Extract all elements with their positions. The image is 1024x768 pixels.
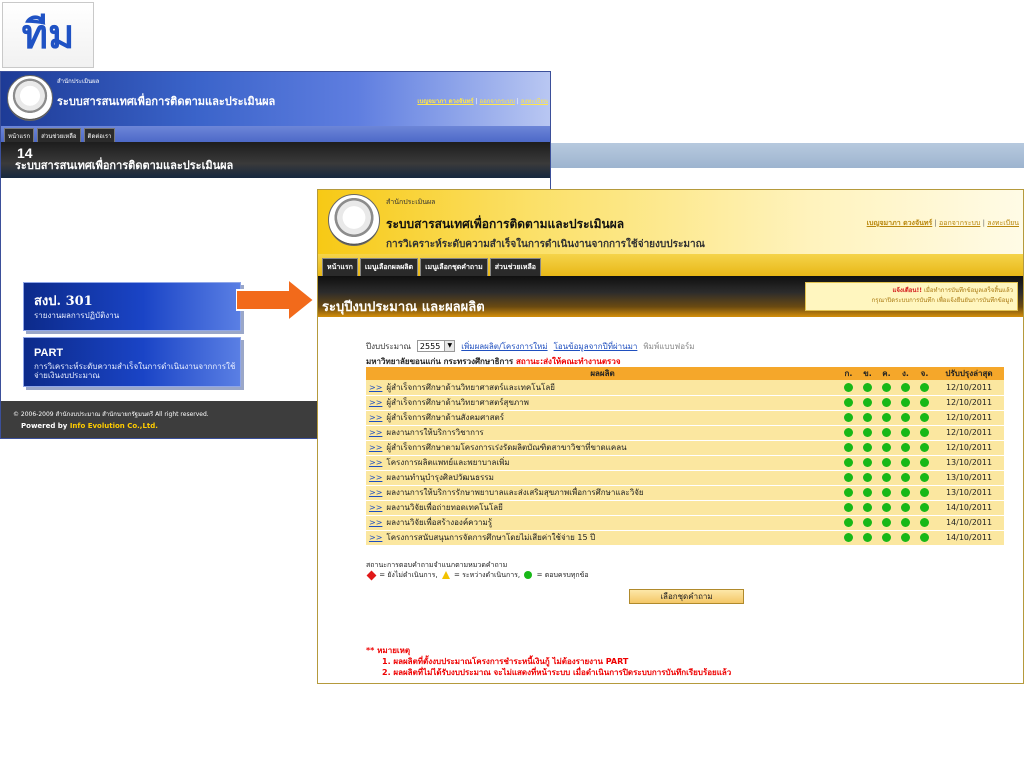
- tab-contact[interactable]: ติดต่อเรา: [84, 128, 116, 142]
- card-subtitle: การวิเคราะห์ระดับความสำเร็จในการดำเนินงานจากการใช้จ่ายเงินงบประมาณ: [34, 362, 236, 380]
- complete-status-icon: [863, 443, 872, 452]
- status-cell: [858, 455, 877, 470]
- complete-status-icon: [920, 383, 929, 392]
- alert-warning-label: แจ้งเตือน!!: [892, 287, 922, 294]
- column-header-ko: ก.: [839, 367, 858, 380]
- government-seal-logo: [7, 75, 53, 121]
- status-cell: [896, 500, 915, 515]
- status-cell: [915, 515, 934, 530]
- complete-status-icon: [863, 458, 872, 467]
- updated-date: 13/10/2011: [934, 485, 1004, 500]
- tab-help[interactable]: ส่วนช่วยเหลือ: [490, 258, 541, 276]
- table-row[interactable]: [366, 425, 1004, 440]
- status-cell: [877, 410, 896, 425]
- status-cell: [896, 410, 915, 425]
- status-cell: [896, 515, 915, 530]
- status-cell: [839, 530, 858, 545]
- header: [318, 190, 1023, 254]
- status-cell: [839, 425, 858, 440]
- table-body: [366, 380, 1004, 545]
- copyright-text: © 2006-2009 สำนักงบประมาณ สำนักนายกรัฐมนตรี All right reserved.: [13, 411, 209, 418]
- legend-items: [366, 570, 589, 580]
- status-cell: [896, 530, 915, 545]
- status-cell: [877, 485, 896, 500]
- status-cell: [839, 485, 858, 500]
- table-row[interactable]: [366, 515, 1004, 530]
- complete-status-icon: [882, 533, 891, 542]
- table-row[interactable]: [366, 395, 1004, 410]
- status-cell: [858, 515, 877, 530]
- status-cell: [896, 380, 915, 395]
- complete-status-icon: [882, 518, 891, 527]
- status-cell: [915, 485, 934, 500]
- fiscal-year-value: 2555: [419, 341, 441, 351]
- updated-date: 13/10/2011: [934, 455, 1004, 470]
- status-cell: [896, 485, 915, 500]
- card-subtitle: รายงานผลการปฏิบัติงาน: [34, 311, 120, 320]
- output-name: ผู้สำเร็จการศึกษาด้านวิทยาศาสตร์และเทคโนโลยี: [386, 382, 555, 392]
- open-output-link[interactable]: >>: [369, 503, 383, 512]
- complete-status-icon: [882, 398, 891, 407]
- slide-title-box: [2, 2, 94, 68]
- output-name-cell: [366, 515, 839, 530]
- remark-item: 1. ผลผลิตที่ตั้งงบประมาณโครงการชำระหนี้เงินกู้ ไม่ต้องรายงาน PART: [382, 657, 629, 666]
- status-cell: [877, 515, 896, 530]
- complete-status-icon: [844, 428, 853, 437]
- card-title: สงป. 301: [34, 294, 93, 309]
- open-output-link[interactable]: >>: [369, 533, 383, 542]
- open-output-link[interactable]: >>: [369, 488, 383, 497]
- table-row[interactable]: [366, 530, 1004, 545]
- complete-status-icon: [844, 488, 853, 497]
- output-name: ผู้สำเร็จการศึกษาด้านสังคมศาสตร์: [386, 413, 505, 422]
- column-header-cho: จ.: [915, 367, 934, 380]
- status-cell: [858, 500, 877, 515]
- remark-item: 2. ผลผลิตที่ไม่ได้รับงบประมาณ จะไม่แสดงที่หน้าระบบ เมื่อดำเนินการปิดระบบการบันทึกเรียบร้อยแล้ว: [382, 668, 732, 677]
- open-output-link[interactable]: >>: [369, 413, 383, 422]
- tab-home[interactable]: หน้าแรก: [4, 128, 34, 142]
- complete-status-icon: [901, 458, 910, 467]
- add-output-link[interactable]: เพิ่มผลผลิต/โครงการใหม่: [461, 341, 548, 351]
- status-cell: [896, 395, 915, 410]
- output-name-cell: [366, 380, 839, 395]
- menu-card-part[interactable]: [23, 337, 241, 387]
- open-output-link[interactable]: >>: [369, 443, 383, 452]
- page-number: 14: [17, 145, 33, 161]
- table-row[interactable]: [366, 380, 1004, 395]
- legend-title: สถานะการตอบคำถามจำแนกตามหมวดคำถาม: [366, 561, 508, 569]
- complete-status-icon: [863, 428, 872, 437]
- government-seal-logo: [328, 194, 380, 246]
- powered-by-company: Info Evolution Co.,Ltd.: [69, 422, 158, 430]
- slide-accent-band: [550, 143, 1024, 168]
- status-cell: [896, 470, 915, 485]
- output-name-cell: [366, 455, 839, 470]
- nav-bar: [1, 126, 550, 142]
- output-name: ผลงานการให้บริการวิชาการ: [386, 428, 484, 437]
- print-form-link[interactable]: พิมพ์แบบฟอร์ม: [643, 341, 695, 351]
- output-name: โครงการสนับสนุนการจัดการศึกษาโดยไม่เสียค่าใช้จ่าย 15 ปี: [386, 533, 596, 542]
- status-cell: [839, 395, 858, 410]
- column-header-output: ผลผลิต: [366, 367, 839, 380]
- band-title: ระบบสารสนเทศเพื่อการติดตามและประเมินผล: [15, 159, 234, 172]
- fiscal-year-select[interactable]: [417, 340, 455, 352]
- unit-name: มหาวิทยาลัยขอนแก่น กระทรวงศึกษาธิการ: [366, 357, 514, 366]
- status-cell: [915, 395, 934, 410]
- updated-date: 14/10/2011: [934, 530, 1004, 545]
- tab-help[interactable]: ส่วนช่วยเหลือ: [37, 128, 80, 142]
- complete-status-icon: [863, 473, 872, 482]
- system-title: ระบบสารสนเทศเพื่อการติดตามและประเมินผล: [57, 95, 276, 108]
- complete-status-icon: [863, 398, 872, 407]
- output-name-cell: [366, 500, 839, 515]
- tab-select-question-set[interactable]: เมนูเลือกชุดคำถาม: [420, 258, 488, 276]
- unit-status: สถานะ:ส่งให้คณะทำงานตรวจ: [515, 357, 621, 366]
- transfer-data-link[interactable]: โอนข้อมูลจากปีที่ผ่านมา: [553, 341, 638, 351]
- output-name: ผลงานวิจัยเพื่อสร้างองค์ความรู้: [386, 518, 493, 527]
- updated-date: 13/10/2011: [934, 470, 1004, 485]
- status-cell: [839, 470, 858, 485]
- status-cell: [839, 500, 858, 515]
- updated-date: 12/10/2011: [934, 440, 1004, 455]
- logout-link[interactable]: ออกจากระบบ: [939, 219, 981, 227]
- complete-status-icon: [863, 533, 872, 542]
- powered-by-label: Powered by: [21, 422, 68, 430]
- column-header-ngo: ง.: [896, 367, 915, 380]
- status-cell: [858, 395, 877, 410]
- complete-status-icon: [920, 473, 929, 482]
- complete-status-icon: [863, 488, 872, 497]
- status-cell: [896, 425, 915, 440]
- complete-status-icon: [901, 473, 910, 482]
- org-name: สำนักประเมินผล: [57, 78, 100, 85]
- title-band: [1, 142, 550, 178]
- column-header-updated: ปรับปรุงล่าสุด: [934, 367, 1004, 380]
- complete-status-icon: [844, 383, 853, 392]
- output-table: [366, 367, 1004, 546]
- user-links: เบญจมาภา ดวงจันทร์ | ออกจากระบบ | ลงทะเบียน: [866, 219, 1019, 227]
- complete-status-icon: [882, 488, 891, 497]
- updated-date: 14/10/2011: [934, 515, 1004, 530]
- status-cell: [858, 380, 877, 395]
- fiscal-year-page-screenshot: [317, 189, 1024, 684]
- header: [1, 72, 550, 126]
- column-header-kho-khwai: ค.: [877, 367, 896, 380]
- register-link[interactable]: ลงทะเบียน: [520, 98, 548, 105]
- complete-status-icon: [844, 443, 853, 452]
- status-cell: [877, 530, 896, 545]
- slide-title: ทีม: [21, 12, 75, 58]
- powered-by: [21, 422, 158, 430]
- open-output-link[interactable]: >>: [369, 382, 383, 392]
- complete-status-icon: [882, 383, 891, 392]
- output-name: ผลงานการให้บริการรักษาพยาบาลและส่งเสริมสุขภาพเพื่อการศึกษาและวิจัย: [386, 488, 644, 497]
- table-row[interactable]: [366, 410, 1004, 425]
- complete-status-icon: [863, 413, 872, 422]
- in-progress-triangle-icon: [442, 571, 450, 579]
- alert-box: [805, 282, 1018, 311]
- status-cell: [877, 395, 896, 410]
- output-name: ผู้สำเร็จการศึกษาด้านวิทยาศาสตร์สุขภาพ: [386, 398, 529, 407]
- complete-status-icon: [844, 473, 853, 482]
- complete-status-icon: [844, 458, 853, 467]
- output-name: ผู้สำเร็จการศึกษาตามโครงการเร่งรัดผลิตบัณฑิตสาขาวิชาที่ขาดแคลน: [386, 443, 627, 452]
- status-cell: [858, 470, 877, 485]
- complete-status-icon: [920, 488, 929, 497]
- org-name: สำนักประเมินผล: [386, 198, 436, 206]
- complete-status-icon: [920, 398, 929, 407]
- complete-status-icon: [882, 458, 891, 467]
- complete-status-icon: [901, 503, 910, 512]
- remark-title: ** หมายเหตุ: [366, 646, 411, 655]
- output-name: โครงการผลิตแพทย์และพยาบาลเพิ่ม: [386, 458, 510, 467]
- title-band: [318, 276, 1023, 317]
- user-links: เบญจมาภา ดวงจันทร์ | ออกจากระบบ | ลงทะเบียน: [417, 98, 548, 105]
- complete-status-icon: [901, 533, 910, 542]
- open-output-link[interactable]: >>: [369, 428, 383, 437]
- logout-link[interactable]: ออกจากระบบ: [479, 98, 515, 105]
- status-cell: [896, 440, 915, 455]
- complete-status-icon: [882, 473, 891, 482]
- complete-status-icon: [920, 413, 929, 422]
- status-cell: [858, 440, 877, 455]
- output-name: ผลงานทำนุบำรุงศิลปวัฒนธรรม: [386, 473, 494, 482]
- legend-in-progress: = ระหว่างดำเนินการ,: [454, 571, 521, 579]
- status-cell: [858, 485, 877, 500]
- output-name-cell: [366, 485, 839, 500]
- status-cell: [915, 440, 934, 455]
- complete-status-icon: [901, 488, 910, 497]
- user-link[interactable]: เบญจมาภา ดวงจันทร์: [417, 98, 474, 105]
- complete-status-icon: [882, 443, 891, 452]
- complete-status-icon: [901, 518, 910, 527]
- complete-status-icon: [920, 503, 929, 512]
- updated-date: 12/10/2011: [934, 380, 1004, 395]
- table-header-row: [366, 367, 1004, 380]
- column-header-kho: ข.: [858, 367, 877, 380]
- updated-date: 12/10/2011: [934, 395, 1004, 410]
- status-legend: [366, 560, 589, 580]
- table-row[interactable]: [366, 470, 1004, 485]
- system-subtitle: การวิเคราะห์ระดับความสำเร็จในการดำเนินงานจากการใช้จ่ายงบประมาณ: [386, 239, 705, 250]
- open-output-link[interactable]: >>: [369, 458, 383, 467]
- complete-status-icon: [920, 518, 929, 527]
- status-cell: [915, 425, 934, 440]
- complete-status-icon: [901, 443, 910, 452]
- status-cell: [877, 425, 896, 440]
- complete-status-icon: [844, 533, 853, 542]
- status-cell: [896, 455, 915, 470]
- filter-row: [366, 339, 695, 353]
- complete-status-icon: [882, 428, 891, 437]
- open-output-link[interactable]: >>: [369, 518, 383, 527]
- register-link[interactable]: ลงทะเบียน: [987, 219, 1019, 227]
- updated-date: 12/10/2011: [934, 425, 1004, 440]
- table-row[interactable]: [366, 440, 1004, 455]
- status-cell: [858, 425, 877, 440]
- complete-status-icon: [901, 383, 910, 392]
- status-cell: [839, 440, 858, 455]
- chevron-down-icon[interactable]: ▼: [444, 341, 454, 351]
- status-cell: [858, 530, 877, 545]
- output-name: ผลงานวิจัยเพื่อถ่ายทอดเทคโนโลยี: [386, 503, 503, 512]
- remarks: [366, 645, 731, 678]
- complete-status-icon: [844, 503, 853, 512]
- select-question-set-button[interactable]: เลือกชุดคำถาม: [629, 589, 744, 604]
- status-cell: [839, 455, 858, 470]
- complete-status-icon: [901, 398, 910, 407]
- status-cell: [858, 410, 877, 425]
- tab-select-output[interactable]: เมนูเลือกผลผลิต: [360, 258, 418, 276]
- updated-date: 14/10/2011: [934, 500, 1004, 515]
- complete-status-icon: [844, 398, 853, 407]
- complete-status-icon: [863, 383, 872, 392]
- alert-line-2: กรุณาปิดระบบการบันทึก เพื่อแจ้งยืนยันการบันทึกข้อมูล: [871, 297, 1013, 304]
- system-title: ระบบสารสนเทศเพื่อการติดตามและประเมินผล: [386, 217, 625, 231]
- nav-bar: [318, 254, 1023, 276]
- complete-status-icon: [844, 518, 853, 527]
- complete-status-icon: [920, 428, 929, 437]
- status-cell: [915, 455, 934, 470]
- status-cell: [877, 440, 896, 455]
- complete-circle-icon: [524, 571, 532, 579]
- legend-complete: = ตอบครบทุกข้อ: [536, 571, 589, 579]
- complete-status-icon: [901, 428, 910, 437]
- output-name-cell: [366, 425, 839, 440]
- open-output-link[interactable]: >>: [369, 473, 383, 482]
- menu-card-sngp301[interactable]: [23, 282, 241, 331]
- complete-status-icon: [882, 413, 891, 422]
- output-name-cell: [366, 470, 839, 485]
- user-link[interactable]: เบญจมาภา ดวงจันทร์: [866, 219, 933, 227]
- output-name-cell: [366, 440, 839, 455]
- complete-status-icon: [844, 413, 853, 422]
- right-arrow-icon: [236, 277, 316, 323]
- complete-status-icon: [882, 503, 891, 512]
- status-cell: [839, 515, 858, 530]
- complete-status-icon: [920, 458, 929, 467]
- output-name-cell: [366, 410, 839, 425]
- complete-status-icon: [920, 443, 929, 452]
- status-cell: [839, 410, 858, 425]
- tab-home[interactable]: หน้าแรก: [322, 258, 358, 276]
- alert-line-1: เมื่อทำการบันทึกข้อมูลเสร็จสิ้นแล้ว: [923, 287, 1013, 294]
- status-cell: [877, 455, 896, 470]
- status-cell: [877, 380, 896, 395]
- status-cell: [877, 500, 896, 515]
- legend-not-started: = ยังไม่ดำเนินการ,: [379, 571, 438, 579]
- status-cell: [915, 410, 934, 425]
- status-cell: [877, 470, 896, 485]
- table-row[interactable]: [366, 455, 1004, 470]
- status-cell: [915, 500, 934, 515]
- complete-status-icon: [863, 518, 872, 527]
- complete-status-icon: [863, 503, 872, 512]
- status-cell: [839, 380, 858, 395]
- status-cell: [915, 380, 934, 395]
- status-cell: [915, 530, 934, 545]
- complete-status-icon: [901, 413, 910, 422]
- table-row[interactable]: [366, 485, 1004, 500]
- card-title: PART: [34, 347, 64, 359]
- output-name-cell: [366, 395, 839, 410]
- output-name-cell: [366, 530, 839, 545]
- updated-date: 12/10/2011: [934, 410, 1004, 425]
- not-started-diamond-icon: [367, 570, 377, 580]
- open-output-link[interactable]: >>: [369, 398, 383, 407]
- band-title: ระบุปีงบประมาณ และผลผลิต: [322, 300, 485, 315]
- complete-status-icon: [920, 533, 929, 542]
- table-row[interactable]: [366, 500, 1004, 515]
- fiscal-year-label: ปีงบประมาณ: [366, 341, 411, 351]
- status-cell: [915, 470, 934, 485]
